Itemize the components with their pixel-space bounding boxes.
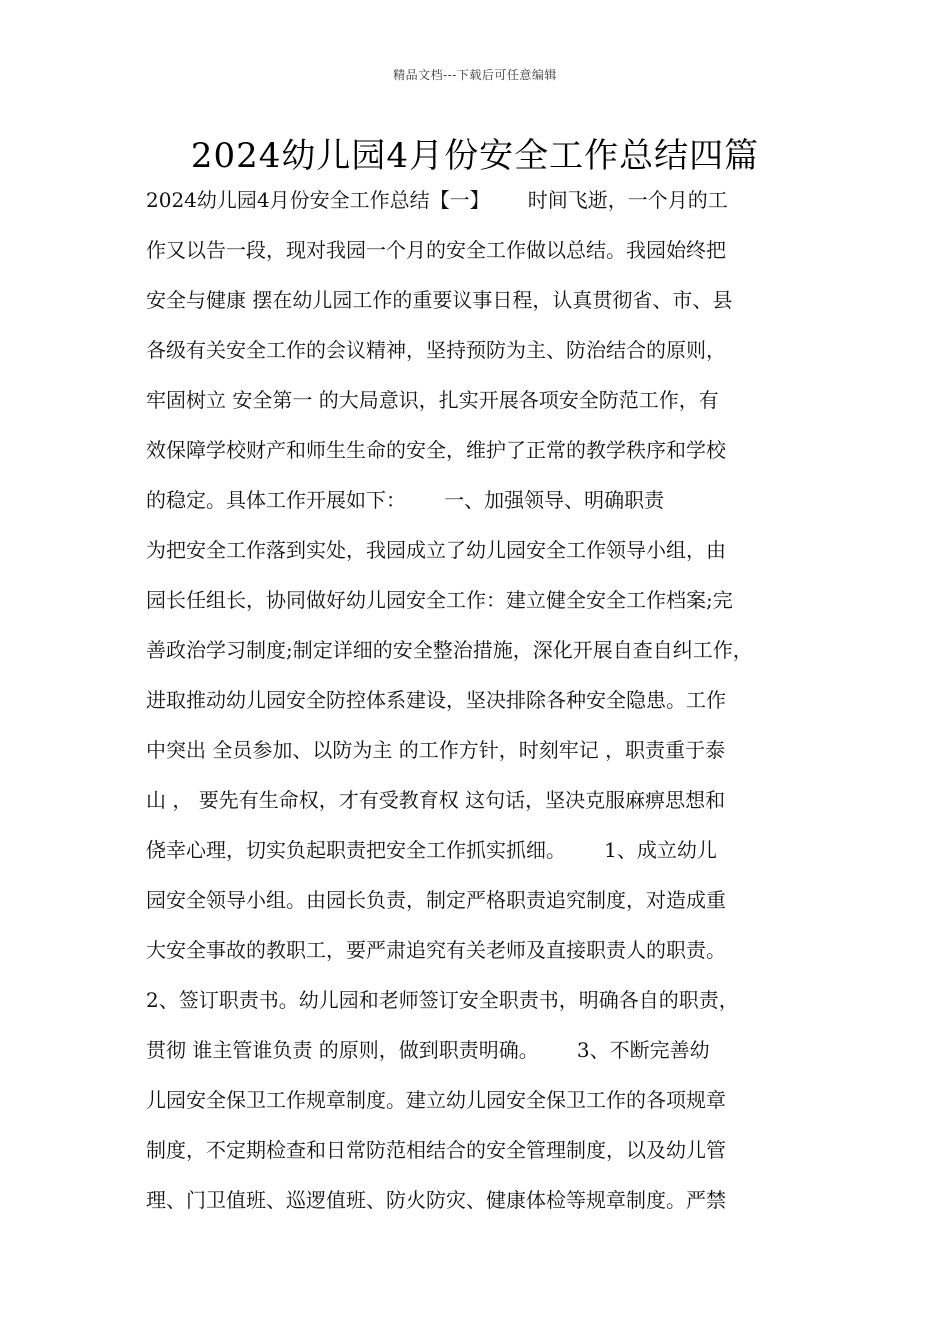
text-line: 的稳定。具体工作开展如下： 一、加强领导、明确职责	[146, 488, 665, 512]
text-line: 作又以告一段，现对我园一个月的安全工作做以总结。我园始终把	[146, 238, 726, 262]
text-line: 制度，不定期检查和日常防范相结合的安全管理制度，以及幼儿管	[146, 1138, 726, 1162]
text-line: 大安全事故的教职工，要严肃追究有关老师及直接职责人的职责。	[146, 938, 726, 962]
text-line: 牢固树立 安全第一 的大局意识，扎实开展各项安全防范工作，有	[146, 388, 719, 412]
text-line: 效保障学校财产和师生生命的安全，维护了正常的教学秩序和学校	[146, 438, 726, 462]
text-line: 贯彻 谁主管谁负责 的原则，做到职责明确。 3、不断完善幼	[146, 1038, 710, 1062]
text-line: 善政治学习制度;制定详细的安全整治措施，深化开展自查自纠工作，	[146, 638, 753, 662]
text-line: 侥幸心理，切实负起职责把安全工作抓实抓细。 1、成立幼儿	[146, 838, 717, 862]
header-note: 精品文档---下载后可任意编辑	[393, 68, 557, 82]
body-text	[146, 183, 814, 1233]
text-line: 为把安全工作落到实处，我园成立了幼儿园安全工作领导小组，由	[146, 538, 726, 562]
text-line: 园安全领导小组。由园长负责，制定严格职责追究制度，对造成重	[146, 888, 726, 912]
text-line: 2、签订职责书。幼儿园和老师签订安全职责书，明确各自的职责，	[146, 988, 739, 1012]
text-line: 各级有关安全工作的会议精神，坚持预防为主、防治结合的原则，	[146, 338, 726, 362]
text-line: 儿园安全保卫工作规章制度。建立幼儿园安全保卫工作的各项规章	[146, 1088, 726, 1112]
text-line: 安全与健康 摆在幼儿园工作的重要议事日程，认真贯彻省、市、县	[146, 288, 733, 312]
text-line: 进取推动幼儿园安全防控体系建设，坚决排除各种安全隐患。工作	[146, 688, 726, 712]
text-line: 理、门卫值班、巡逻值班、防火防灾、健康体检等规章制度。严禁	[146, 1188, 726, 1212]
text-line: 山 ， 要先有生命权，才有受教育权 这句话，坚决克服麻痹思想和	[146, 788, 726, 812]
text-line: 中突出 全员参加、以防为主 的工作方针，时刻牢记 ，职责重于泰	[146, 738, 726, 762]
document-title: 2024幼儿园4月份安全工作总结四篇	[190, 136, 760, 176]
text-line: 2024幼儿园4月份安全工作总结【一】 时间飞逝，一个月的工	[146, 188, 728, 212]
text-line: 园长任组长，协同做好幼儿园安全工作：建立健全安全工作档案;完	[146, 588, 733, 612]
